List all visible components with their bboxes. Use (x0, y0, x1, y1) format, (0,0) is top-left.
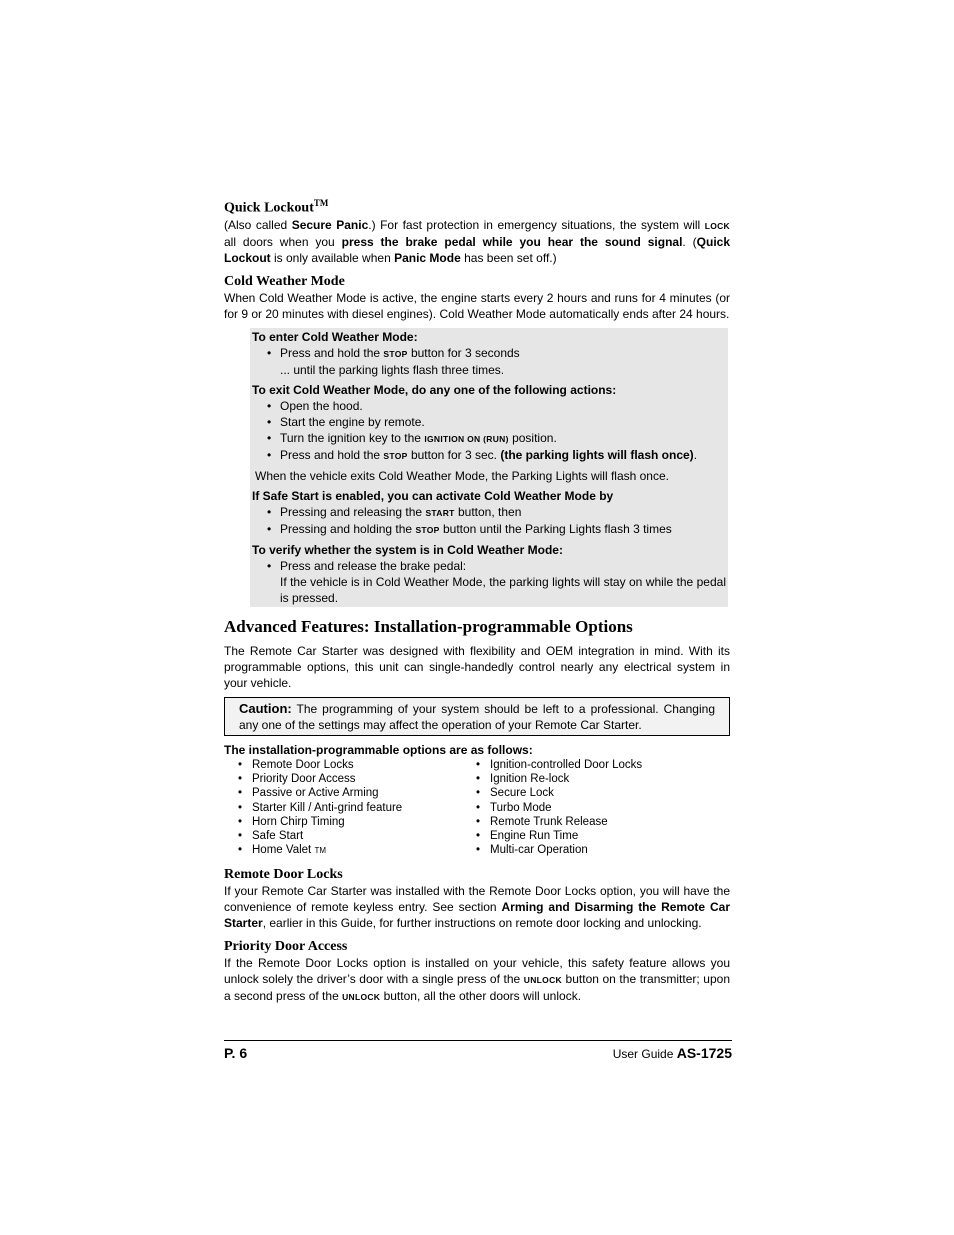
list-item: • Passive or Active Arming (224, 786, 462, 800)
options-heading: The installation-programmable options are as follows: (224, 742, 533, 757)
caution-text: The programming of your system should be left to a professional. Changing any one of the settings may affect the operation of your Remote Car Starter. (239, 701, 715, 732)
quick-lockout-heading: Quick Lockout™ (224, 198, 329, 216)
list-item: • Pressing and holding the STOP button until the Parking Lights flash 3 times (252, 521, 726, 538)
remote-door-locks-heading: Remote Door Locks (224, 866, 343, 882)
page-footer (224, 1040, 732, 1061)
list-item: • Start the engine by remote. (252, 414, 726, 430)
list-item: • Multi-car Operation (462, 843, 700, 857)
list-item: • Open the hood. (252, 398, 726, 414)
options-list (224, 758, 730, 859)
list-item: • Press and hold the STOP button for 3 seconds (252, 345, 726, 362)
exit-note: When the vehicle exits Cold Weather Mode, the Parking Lights will flash once. (255, 468, 669, 483)
options-column-1 (224, 758, 462, 859)
advanced-intro: The Remote Car Starter was designed with flexibility and OEM integration in mind. With its programmable options, this unit can single-handedly control nearly any electrical system in your vehicle. (224, 643, 730, 690)
enter-heading: To enter Cold Weather Mode: (252, 329, 418, 344)
cold-weather-instructions-box (250, 328, 728, 607)
list-item: • Home Valet TM (224, 843, 462, 858)
list-item: • Remote Trunk Release (462, 815, 700, 829)
footer-guide: User Guide AS-1725 (612, 1045, 732, 1061)
quick-lockout-text: (Also called Secure Panic.) For fast protection in emergency situations, the system will LOCK all doors when you press the brake pedal while you hear the sound signal. (Quick Lockout is only available when Panic Mode has been set off.) (224, 217, 731, 265)
list-item: • Ignition Re-lock (462, 772, 700, 786)
verify-sub: If the vehicle is in Cold Weather Mode, the parking lights will stay on while the pedal is pressed. (280, 574, 726, 605)
safe-start-heading: If Safe Start is enabled, you can activate Cold Weather Mode by (252, 488, 614, 503)
list-item: • Ignition-controlled Door Locks (462, 758, 700, 772)
remote-door-locks-text: If your Remote Car Starter was installed with the Remote Door Locks option, you will have the convenience of remote keyless entry. See section Arming and Disarming the Remote Car Starter, earlier in this Guide, for further instructions on remote door locking and unlocking. (224, 883, 730, 930)
list-item: • Turn the ignition key to the IGNITION ON (RUN) position. (252, 430, 726, 447)
priority-door-access-heading: Priority Door Access (224, 938, 348, 954)
caution-box (224, 697, 730, 736)
advanced-features-heading: Advanced Features: Installation-programmable Options (224, 616, 633, 636)
list-item: • Secure Lock (462, 786, 700, 800)
list-item: • Priority Door Access (224, 772, 462, 786)
cold-weather-intro: When Cold Weather Mode is active, the engine starts every 2 hours and runs for 4 minutes (or for 9 or 20 minutes with diesel engines). Cold Weather Mode automatically ends after 24 hours. (224, 290, 730, 321)
priority-door-access-text: If the Remote Door Locks option is installed on your vehicle, this safety feature allows you unlock solely the driver’s door with a single press of the UNLOCK button on the transmitter; upon a second press of the UNLOCK button, all the other doors will unlock. (224, 955, 730, 1003)
list-item: • Horn Chirp Timing (224, 815, 462, 829)
list-item: • Pressing and releasing the START button, then (252, 504, 726, 521)
list-item: • Safe Start (224, 829, 462, 843)
cold-weather-heading: Cold Weather Mode (224, 273, 345, 289)
verify-heading: To verify whether the system is in Cold Weather Mode: (252, 542, 563, 557)
model-number: AS-1725 (676, 1045, 732, 1061)
enter-sub: ... until the parking lights flash three times. (280, 362, 505, 377)
list-item: • Turbo Mode (462, 801, 700, 815)
caution-label: Caution: (239, 700, 292, 716)
list-item: • Press and release the brake pedal: (252, 558, 726, 574)
list-item: • Starter Kill / Anti-grind feature (224, 801, 462, 815)
exit-heading: To exit Cold Weather Mode, do any one of the following actions: (252, 382, 617, 397)
options-column-2 (462, 758, 700, 859)
list-item: • Engine Run Time (462, 829, 700, 843)
list-item: • Press and hold the STOP button for 3 sec. (the parking lights will flash once). (252, 447, 726, 464)
list-item: • Remote Door Locks (224, 758, 462, 772)
page-content (224, 195, 730, 1005)
page-number: P. 6 (224, 1045, 248, 1061)
